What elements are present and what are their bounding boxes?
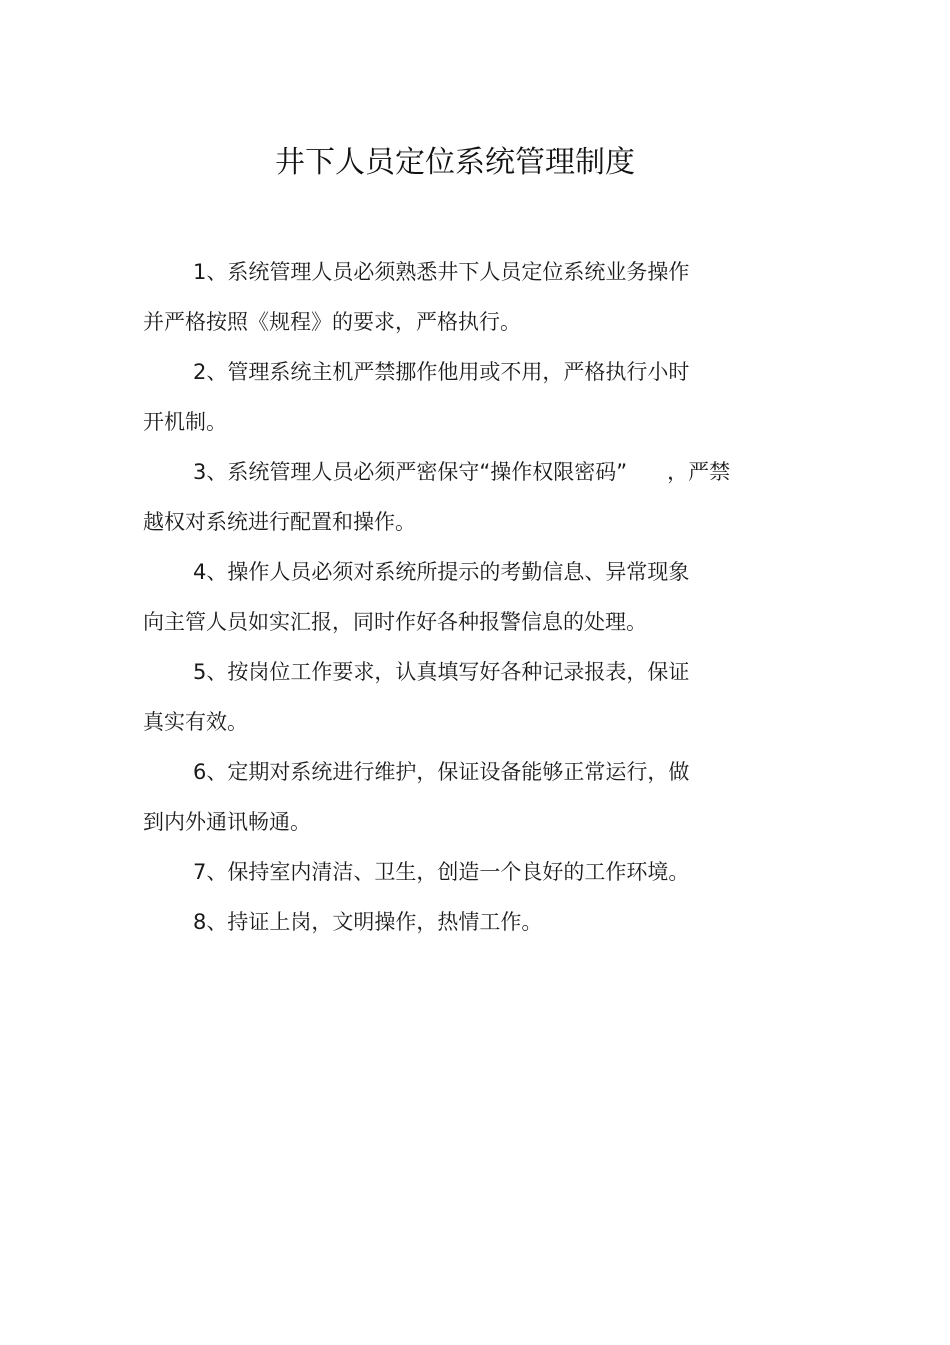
item-3-line-1-part-b: ，严禁: [667, 460, 731, 484]
item-1-line-1: 1、系统管理人员必须熟悉井下人员定位系统业务操作: [193, 260, 690, 284]
item-8-line-1: 8、持证上岗，文明操作，热情工作。: [193, 910, 543, 934]
item-2-line-2: 开机制。: [143, 410, 227, 434]
item-3-line-1: [193, 457, 730, 487]
item-4-line-2: 向主管人员如实汇报，同时作好各种报警信息的处理。: [143, 610, 647, 634]
page-title: 井下人员定位系统管理制度: [275, 145, 635, 180]
item-1-line-2: 并严格按照《规程》的要求，严格执行。: [143, 310, 521, 334]
item-6-line-2: 到内外通讯畅通。: [143, 810, 311, 834]
item-5-line-1: 5、按岗位工作要求，认真填写好各种记录报表，保证: [193, 660, 690, 684]
item-2-line-1: 2、管理系统主机严禁挪作他用或不用，严格执行小时: [193, 360, 690, 384]
item-3-line-2: 越权对系统进行配置和操作。: [143, 510, 416, 534]
item-5-line-2: 真实有效。: [143, 710, 248, 734]
item-4-line-1: 4、操作人员必须对系统所提示的考勤信息、异常现象: [193, 560, 690, 584]
item-7-line-1: 7、保持室内清洁、卫生，创造一个良好的工作环境。: [193, 860, 690, 884]
item-3-line-1-part-a: 3、系统管理人员必须严密保守“操作权限密码”: [193, 460, 628, 484]
item-6-line-1: 6、定期对系统进行维护，保证设备能够正常运行，做: [193, 760, 690, 784]
